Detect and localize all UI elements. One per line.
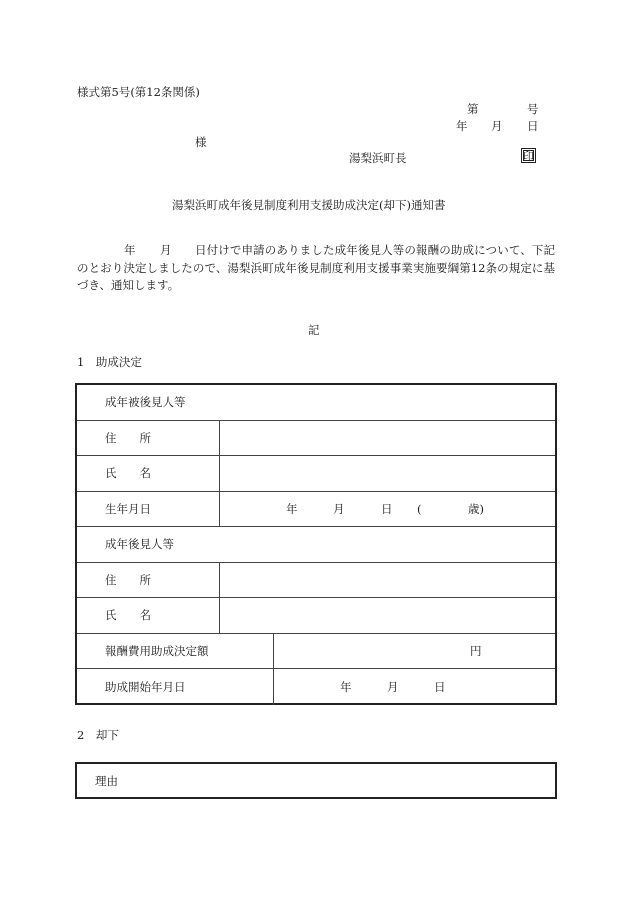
decision-table (75, 383, 557, 705)
issue-date-day: 日 (527, 119, 539, 133)
guardian-address-field[interactable] (220, 563, 555, 598)
doc-number-go: 号 (527, 102, 539, 116)
guardian-address-label: 住 所 (105, 572, 151, 587)
reason-field[interactable] (77, 764, 555, 797)
ward-address-field[interactable] (220, 421, 555, 456)
start-month-unit: 月 (387, 679, 399, 694)
birth-date-label: 生年月日 (105, 501, 151, 516)
amount-label: 報酬費用助成決定額 (105, 643, 209, 658)
birth-date-field[interactable] (220, 492, 555, 527)
amount-row (77, 634, 555, 670)
ward-heading-row (77, 385, 555, 421)
ward-name-label: 氏 名 (105, 466, 151, 481)
form-number: 様式第5号(第12条関係) (77, 85, 200, 99)
ki-label: 記 (308, 323, 320, 337)
start-year-unit: 年 (340, 679, 352, 694)
ward-address-label: 住 所 (105, 430, 151, 445)
section2-heading: 2 却下 (77, 728, 119, 742)
birth-year-unit: 年 (286, 501, 298, 516)
amount-unit: 円 (470, 643, 482, 658)
guardian-name-label: 氏 名 (105, 608, 151, 623)
addressee-honorific: 様 (195, 135, 207, 149)
body-date-year: 年 (124, 243, 136, 257)
issue-date-month: 月 (491, 119, 503, 133)
body-date-month: 月 (160, 243, 172, 257)
body-text: 日付けで申請のありました成年後見人等の報酬の助成について、下記のとおり決定しましたので、湯梨浜町成年後見制度利用支援事業実施要綱第12条の規定に基づき、通知します。 (77, 243, 555, 292)
ward-name-row (77, 456, 555, 492)
guardian-heading: 成年後見人等 (105, 537, 174, 552)
start-day-unit: 日 (434, 679, 446, 694)
start-date-field[interactable] (274, 669, 555, 705)
reason-row (77, 764, 555, 797)
document-title: 湯梨浜町成年後見制度利用支援助成決定(却下)通知書 (172, 198, 446, 212)
guardian-heading-row (77, 527, 555, 563)
start-date-row (77, 669, 555, 705)
guardian-name-row (77, 598, 555, 634)
doc-number-dai: 第 (467, 102, 479, 116)
age-unit: 歳) (468, 501, 484, 516)
birth-month-unit: 月 (333, 501, 345, 516)
ward-name-field[interactable] (220, 456, 555, 491)
birth-day-unit: 日 (381, 501, 393, 516)
rejection-table (75, 762, 557, 799)
guardian-name-field[interactable] (220, 598, 555, 633)
age-open-paren: ( (417, 501, 422, 516)
seal-mark: 印 (523, 149, 534, 163)
start-date-label: 助成開始年月日 (105, 679, 186, 694)
section1-heading: 1 助成決定 (77, 355, 142, 369)
ward-heading: 成年被後見人等 (105, 395, 186, 410)
issue-date-year: 年 (456, 119, 468, 133)
guardian-address-row (77, 563, 555, 599)
issuer: 湯梨浜町長 (349, 151, 407, 165)
reason-label: 理由 (95, 773, 118, 788)
amount-field[interactable] (274, 634, 555, 669)
birth-row (77, 492, 555, 528)
ward-address-row (77, 421, 555, 457)
